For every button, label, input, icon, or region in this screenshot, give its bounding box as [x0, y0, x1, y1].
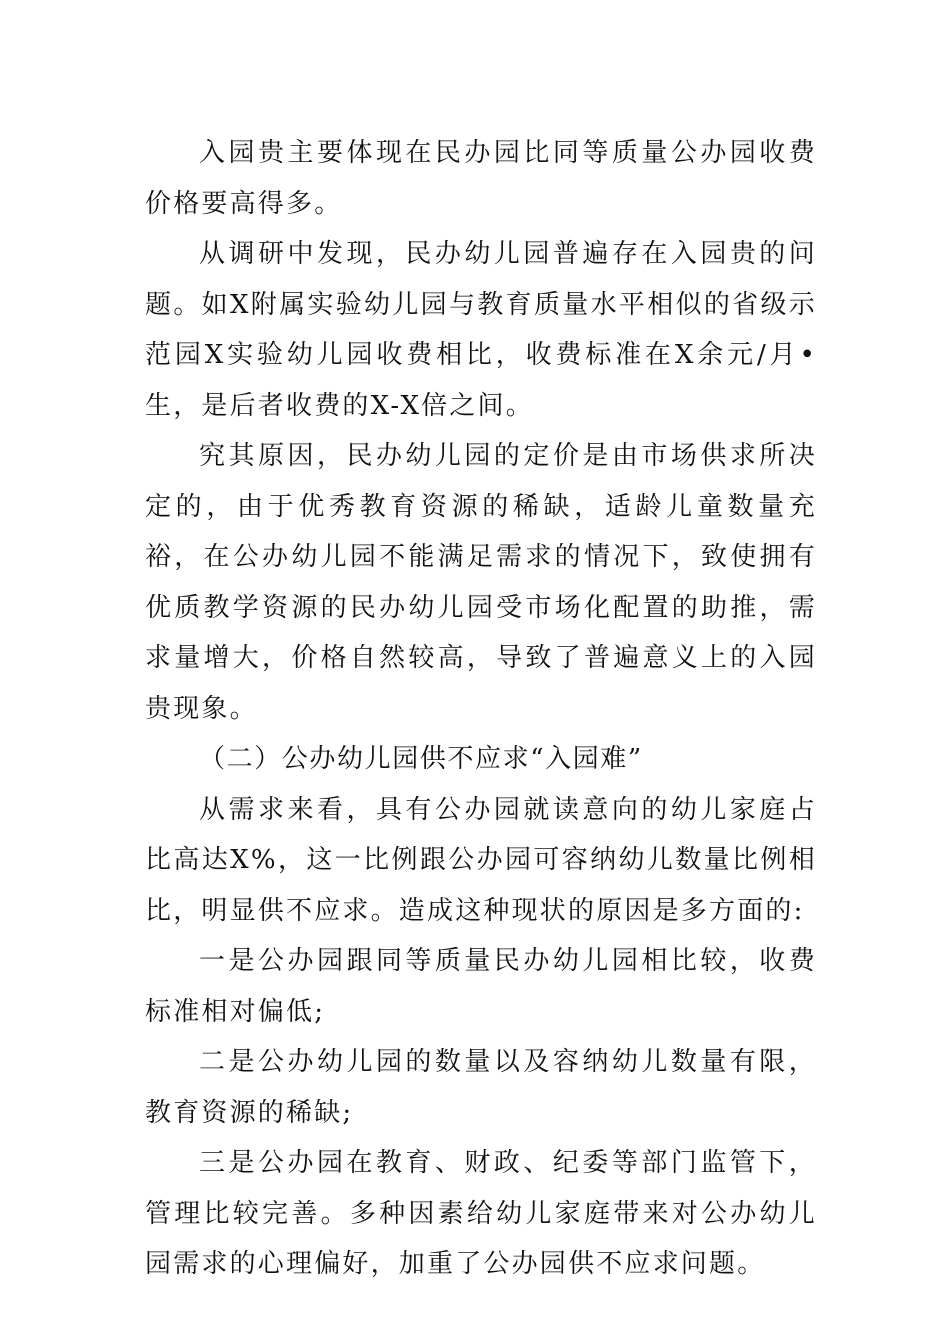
document-body [145, 128, 817, 1290]
paragraph-reasons: 究其原因，民办幼儿园的定价是由市场供求所决定的，由于优秀教育资源的稀缺，适龄儿童数量充裕，在公办幼儿园不能满足需求的情况下，致使拥有优质教学资源的民办幼儿园受市场化配置的助推，需求量增大，价格自然较高，导致了普遍意义上的入园贵现象。 [145, 441, 817, 724]
paragraph-reason-three: 三是公办园在教育、财政、纪委等部门监管下，管理比较完善。多种因素给幼儿家庭带来对公办幼儿园需求的心理偏好，加重了公办园供不应求问题。 [145, 1148, 817, 1279]
paragraph-survey-findings: 从调研中发现，民办幼儿园普遍存在入园贵的问题。如X附属实验幼儿园与教育质量水平相似的省级示范园X实验幼儿园收费相比，收费标准在X余元/月•生，是后者收费的X-X倍之间。 [145, 239, 817, 421]
paragraph-reason-two: 二是公办幼儿园的数量以及容纳幼儿数量有限，教育资源的稀缺; [145, 1047, 817, 1128]
paragraph-fee-high: 入园贵主要体现在民办园比同等质量公办园收费价格要高得多。 [145, 138, 817, 219]
section-heading: （二）公办幼儿园供不应求“入园难” [199, 744, 643, 774]
paragraph-demand: 从需求来看，具有公办园就读意向的幼儿家庭占比高达X%，这一比例跟公办园可容纳幼儿数量比例相比，明显供不应求。造成这种现状的原因是多方面的: [145, 794, 817, 926]
paragraph-reason-one: 一是公办园跟同等质量民办幼儿园相比较，收费标准相对偏低; [145, 946, 817, 1027]
